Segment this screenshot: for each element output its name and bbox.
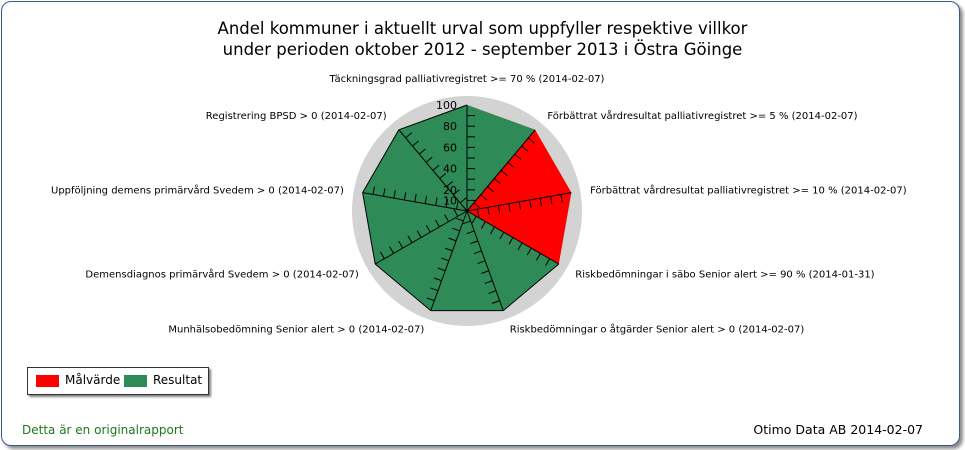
category-label: Uppföljning demens primärvård Svedem > 0 (2014-02-07) [51, 185, 344, 197]
radial-axis-label: 10 [443, 194, 457, 208]
radial-axis-label: 60 [443, 141, 457, 155]
legend-label-malvarde: Målvärde [65, 373, 121, 387]
radial-axis-label: 20 [443, 183, 457, 197]
radial-axis-label: 40 [443, 162, 457, 176]
category-label: Täckningsgrad palliativregistret >= 70 % (2014-02-07) [329, 74, 605, 85]
legend [27, 367, 209, 395]
footer-credit: Otimo Data AB 2014-02-07 [753, 422, 923, 437]
category-label: Demensdiagnos primärvård Svedem > 0 (2014-02-07) [85, 269, 359, 281]
chart-title-line-2: under perioden oktober 2012 - september 2013 i Östra Göinge [222, 40, 743, 59]
legend-swatch-malvarde [36, 375, 59, 387]
category-label: Förbättrat vårdresultat palliativregistret >= 5 % (2014-02-07) [547, 111, 858, 123]
category-label: Registrering BPSD > 0 (2014-02-07) [205, 111, 387, 123]
category-label: Riskbedömningar o åtgärder Senior alert > 0 (2014-02-07) [509, 324, 805, 336]
radial-axis-label: 100 [436, 99, 457, 112]
chart-title-line-1: Andel kommuner i aktuellt urval som uppfyller respektive villkor [217, 19, 748, 38]
legend-swatch-resultat [124, 375, 147, 387]
category-label: Munhälsobedömning Senior alert > 0 (2014-02-07) [168, 324, 425, 336]
legend-label-resultat: Resultat [153, 373, 203, 387]
category-label: Riskbedömningar i säbo Senior alert >= 90 % (2014-01-31) [575, 269, 875, 281]
radial-axis-label: 80 [443, 120, 457, 134]
category-label: Förbättrat vårdresultat palliativregistret >= 10 % (2014-02-07) [590, 185, 907, 197]
original-report-note: Detta är en originalrapport [22, 423, 184, 437]
